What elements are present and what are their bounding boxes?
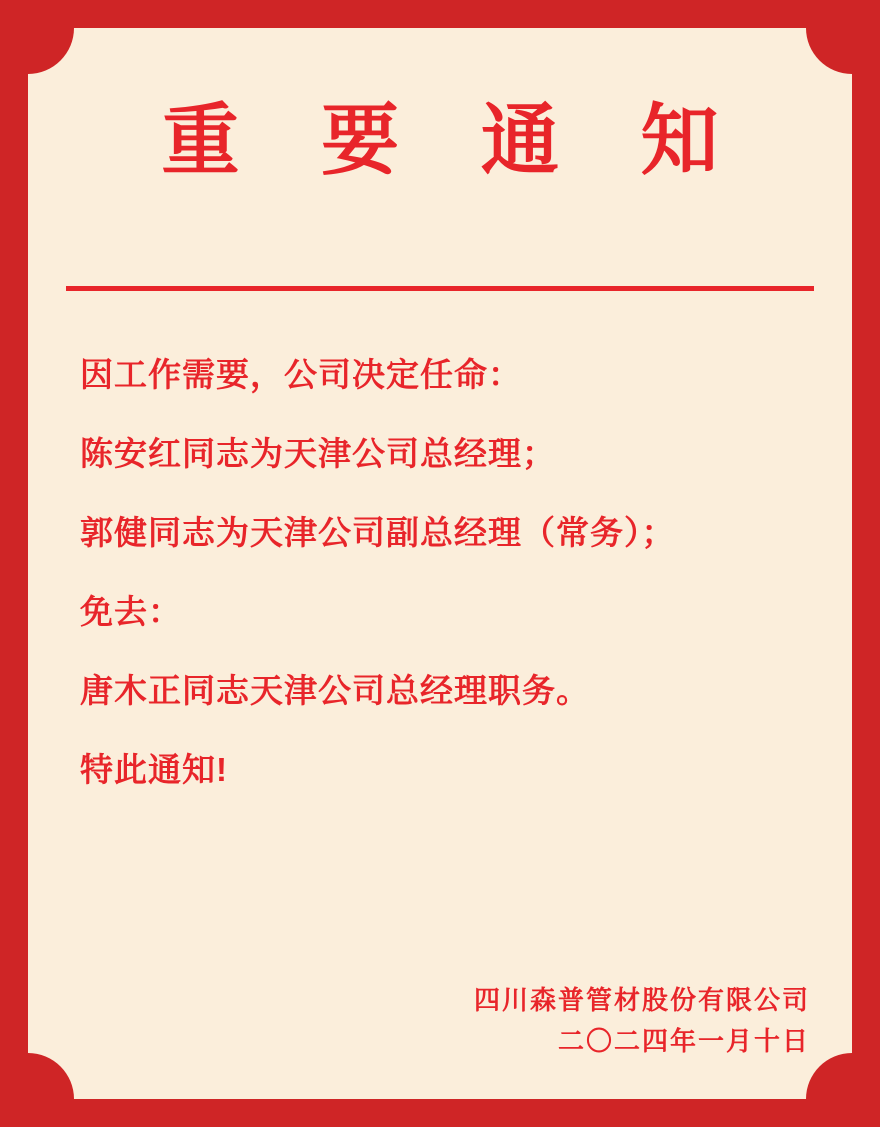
corner-decoration-top-right [806,28,852,74]
notice-body-line: 特此通知! [80,751,228,788]
notice-body-line: 郭健同志为天津公司副总经理（常务）； [80,514,676,551]
notice-signature [474,980,810,1061]
notice-body-line: 因工作需要，公司决定任命： [80,356,522,393]
corner-decoration-top-left [28,28,74,74]
notice-panel [28,28,852,1099]
signature-company: 四川森普管材股份有限公司 [473,985,810,1016]
notice-body [80,358,812,832]
title-divider [66,286,814,291]
notice-title: 重 要 通 知 [161,96,749,184]
corner-decoration-bottom-right [806,1053,852,1099]
corner-decoration-bottom-left [28,1053,74,1099]
signature-date: 二〇二四年一月十日 [557,1025,810,1056]
notice-body-line: 陈安红同志为天津公司总经理； [80,435,556,472]
notice-body-line: 免去： [80,593,182,630]
notice-body-line: 唐木正同志天津公司总经理职务。 [80,672,590,709]
